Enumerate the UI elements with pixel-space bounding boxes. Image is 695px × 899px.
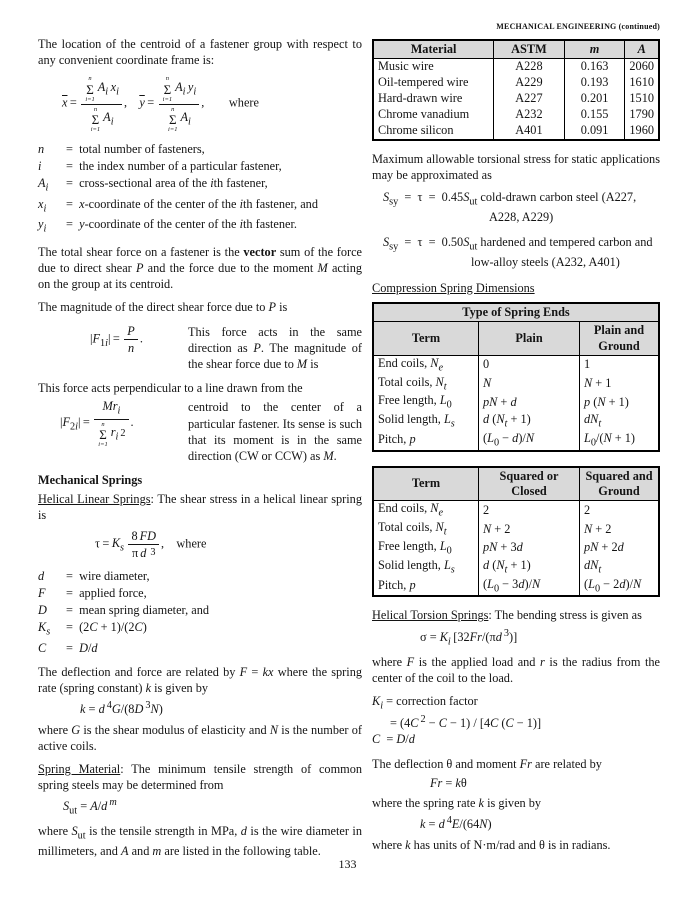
definition-row [38,141,362,158]
definition-symbol: C [38,640,47,655]
definition-row [38,568,362,585]
paragraph-perpendicular-lead: This force acts perpendicular to a line drawn from the [38,381,303,396]
definition-row [38,158,362,175]
spring-ends-table-squared [372,466,660,598]
definition-text: = wire diameter, [66,569,150,584]
definition-text: = cross-sectional area of the ith fastener, [66,175,268,190]
table-cell: 0.155 [564,107,625,123]
paragraph-shear-sum: The total shear force on a fastener is the vector sum of the force due to direct shear P and the force due to the moment M acting on the group at its centroid. [38,244,362,292]
definition-row [38,175,362,196]
formula-ssy-hardened: $S_{sy}$ = τ = $0.50S_{ut}$ hardened and tempered carbon and low-alloy steels (A232, A401) [383,235,653,270]
table-cell: 0.091 [564,123,625,140]
definition-text: = the index number of a particular fastener, [66,158,282,173]
formula-shear-stress: $\tau = K_s$ 8 FD π d 3 , where [95,529,207,561]
table-cell: Music wire [373,58,494,74]
definitions-fastener [38,141,362,237]
table-cell: $(L_0 - 2d)/N$ [580,577,660,597]
table-cell: 2 [479,501,580,520]
definitions-spring [38,568,362,656]
definition-row [38,640,362,657]
table-row [373,577,659,597]
table-cell: $(L_0 - 3d)/N$ [479,577,580,597]
table-row [373,91,659,107]
table-cell: N [479,375,580,394]
definition-symbol: d [38,569,45,584]
table-cell: 0 [479,355,580,374]
table-row [373,520,659,539]
paragraph-centroid-intro: The location of the centroid of a fastener group with respect to any convenient coordinate frame is: [38,37,362,68]
table-cell: 1960 [625,123,659,140]
definition-symbol: i [38,158,42,173]
table-row [373,393,659,412]
table-cell: A227 [494,91,565,107]
definition-symbol: $y_i$ [38,217,47,235]
table-row [373,58,659,74]
column-header: Plain [479,322,580,356]
paragraph-torsion-intro: Helical Torsion Springs: The bending stress is given as [372,608,642,623]
table-header-row [373,40,659,59]
spring-ends-table-plain [372,302,660,452]
paragraph-deflection: The deflection and force are related by F = kx where the spring rate (spring constant) k is given by [38,664,362,695]
table-row [373,75,659,91]
heading-compression-dimensions [372,280,660,296]
definition-text: = total number of fasteners, [66,142,205,156]
table-cell: pN + 2d [580,539,660,558]
definition-text: = x-coordinate of the center of the ith fastener, and [66,196,318,211]
table-cell: Solid length, $L_s$ [373,412,479,431]
definition-text: = D/d [66,640,98,655]
table-row [373,412,659,431]
table-cell: p (N + 1) [580,393,660,412]
moment-shear-block [38,399,362,464]
table-cell: Free length, $L_0$ [373,393,479,412]
table-cell: d $(N_t + 1)$ [479,558,580,577]
compression-heading-text: Compression Spring Dimensions [372,280,535,295]
column-header: Term [373,467,479,501]
paragraph-where-sut: where $S_{ut}$ is the tensile strength in MPa, d is the wire diameter in millimeters, and A and m are listed in the following table. [38,824,362,859]
table-row [373,107,659,123]
paragraph-where-g: where G is the shear modulus of elasticity and N is the number of active coils. [38,722,362,753]
formula-spring-rate: k = d $^4$G/(8D $^3$N) [80,700,163,717]
paragraph-helical-intro: Helical Linear Springs: The shear stress in a helical linear spring is [38,491,362,522]
paragraph-spring-material: Spring Material: The minimum tensile strength of common spring steels may be determined from [38,761,363,793]
table-cell: End coils, $N_e$ [373,355,479,374]
table-cell: 1610 [625,75,659,91]
paragraph-max-stress: Maximum allowable torsional stress for static applications may be approximated as [372,151,660,183]
table-cell: N + 2 [479,520,580,539]
table-cell: A232 [494,107,565,123]
table-cell: Pitch, p [373,431,479,451]
table-row [373,375,659,394]
definition-symbol: $x_i$ [38,196,47,214]
table-cell: 1 [580,355,660,374]
table-cell: $(L_0 - d)/N$ [479,431,580,451]
paragraph-magnitude: The magnitude of the direct shear force due to P is [38,300,288,315]
table-cell: Hard-drawn wire [373,91,494,107]
formula-sut: $S_{ut} = A/d$ $^m$ [63,797,117,817]
table-row [373,355,659,374]
table-cell: Pitch, p [373,577,479,597]
table-cell: Chrome vanadium [373,107,494,123]
table-cell: Chrome silicon [373,123,494,140]
page-number: 133 [338,857,357,872]
table-cell: N + 2 [580,520,660,539]
column-header: ASTM [494,40,565,59]
paragraph-units: where k has units of N·m/rad and θ is in radians. [372,837,611,852]
table-row [373,558,659,577]
table-cell: $dN_t$ [580,412,660,431]
definition-row [38,619,362,640]
table-cell: 0.201 [564,91,625,107]
paragraph-deflection-moment: The deflection θ and moment Fr are related by [372,756,602,771]
formula-k-torsion: k = d $^4$E/(64N) [420,815,492,832]
table-cell: d $(N_t + 1)$ [479,412,580,431]
table-title: Type of Spring Ends [373,303,659,322]
moment-shear-caption: centroid to the center of a particular fastener. Its sense is such that its moment is in the same direction (CW or CCW) as M. [188,400,362,464]
table-cell: Total coils, $N_t$ [373,520,479,539]
table-cell: Free length, $L_0$ [373,539,479,558]
definition-symbol: D [38,603,47,618]
materials-table [372,39,660,141]
formula-ssy-cold-drawn: $S_{sy}$ = τ = $0.45S_{ut}$ cold-drawn carbon steel (A227, A228, A229) [383,190,637,225]
paragraph-where-f: where F is the applied load and r is the radius from the center of the coil to the load. [372,654,660,685]
table-header-row [373,467,659,501]
definition-symbol: $A_i$ [38,175,49,194]
column-header: m [564,40,625,59]
column-header: Squared and Ground [580,467,660,501]
table-cell: Solid length, $L_s$ [373,558,479,577]
formula-ki-line2: = (4C $^2$ − C − 1) / [4C (C − 1)] [390,714,542,731]
table-cell: 1790 [625,107,659,123]
definition-text: = (2C + 1)/(2C) [66,620,147,635]
table-cell: 0.163 [564,58,625,74]
table-cell: $L_0/(N + 1)$ [580,431,660,451]
table-row [373,501,659,520]
formula-ki-line1: $K_i$ = correction factor [372,694,478,712]
definition-symbol: n [38,142,45,156]
heading-mechanical-springs: Mechanical Springs [38,473,143,488]
table-cell: 1510 [625,91,659,107]
definition-row [38,585,362,602]
column-header: Term [373,322,479,356]
definition-symbol: $K_s$ [38,620,51,638]
table-cell: 2 [580,501,660,520]
table-cell: pN + 3d [479,539,580,558]
table-header-row [373,322,659,356]
table-cell: 2060 [625,58,659,74]
table-cell: N + 1 [580,375,660,394]
table-row [373,431,659,451]
column-header: Material [373,40,494,59]
definition-row [38,602,362,619]
definition-text: = applied force, [66,586,147,601]
column-header: Plain and Ground [580,322,660,356]
paragraph-spring-rate-k: where the spring rate k is given by [372,795,542,810]
table-title-row [373,303,659,322]
table-cell: A229 [494,75,565,91]
table-cell: End coils, $N_e$ [373,501,479,520]
direct-shear-caption: This force acts in the same direction as P. The magnitude of the shear force due to M is [188,324,362,372]
table-cell: pN + d [479,393,580,412]
right-column [372,22,660,860]
column-header: A [625,40,659,59]
table-cell: A401 [494,123,565,140]
definition-text: = mean spring diameter, and [66,603,210,618]
table-cell: Oil-tempered wire [373,75,494,91]
formula-direct-shear: $|F_{1i}|$ = $\frac{P}{n}$ . [90,323,143,355]
table-row [373,539,659,558]
direct-shear-block [38,324,362,373]
left-column [38,36,362,867]
running-header: MECHANICAL ENGINEERING (continued) [496,22,660,31]
definition-row [38,216,362,237]
table-row [373,123,659,140]
formula-centroid: $\overline{x}$ = n Σ i=1 $A_i$ $x_i$ n Σ i=1 $A_i$ , $\overline{y}$ = n Σ i=1 $A_i$ $y_i$ n Σ i=1 $A_i$ , where [62,75,259,133]
table-cell: Total coils, $N_t$ [373,375,479,394]
table-cell: 0.193 [564,75,625,91]
table-cell: $dN_t$ [580,558,660,577]
definition-text: = y-coordinate of the center of the ith fastener. [66,217,297,232]
formula-moment-shear: $|F_{2i}|$ = $Mr_i$ n Σ i=1 $r_i$ 2 . [60,399,134,448]
formula-fr: Fr = kθ [430,775,467,790]
definition-row [38,196,362,217]
formula-bending-stress: $\sigma = K_i$ [32Fr/(πd $^3$)] [420,627,518,648]
column-header: Squared or Closed [479,467,580,501]
table-cell: A228 [494,58,565,74]
definition-symbol: F [38,586,46,601]
formula-ki-line3: C = D/d [372,732,415,747]
